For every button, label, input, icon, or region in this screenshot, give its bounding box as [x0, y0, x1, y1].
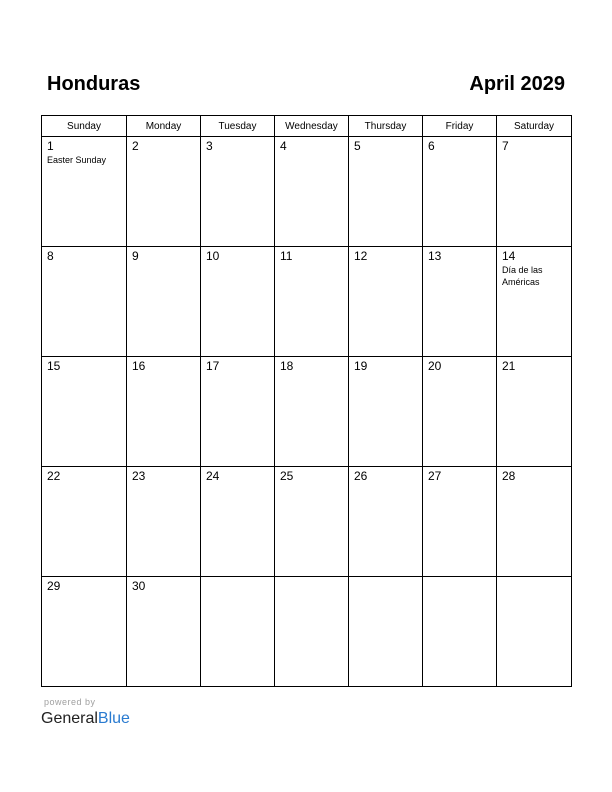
- day-number: 10: [206, 249, 220, 263]
- day-number: 21: [502, 359, 516, 373]
- empty-day-cell: [349, 577, 423, 687]
- day-number: 8: [47, 249, 54, 263]
- holiday-label: Easter Sunday: [47, 155, 107, 165]
- day-cell-5[interactable]: [349, 137, 423, 247]
- day-number: 20: [428, 359, 442, 373]
- generalblue-logo[interactable]: [41, 709, 130, 729]
- weekday-header-row: [42, 116, 572, 137]
- weekday-wednesday: Wednesday: [275, 116, 349, 137]
- day-cell-7[interactable]: [497, 137, 572, 247]
- day-number: 5: [354, 139, 361, 153]
- empty-day-cell: [423, 577, 497, 687]
- day-number: 23: [132, 469, 146, 483]
- weekday-tuesday: Tuesday: [201, 116, 275, 137]
- day-cell-13[interactable]: [423, 247, 497, 357]
- day-number: 28: [502, 469, 516, 483]
- day-number: 27: [428, 469, 442, 483]
- day-number: 16: [132, 359, 146, 373]
- month-title: April 2029: [469, 73, 565, 95]
- day-number: 18: [280, 359, 294, 373]
- day-cell-24[interactable]: [201, 467, 275, 577]
- empty-day-cell: [201, 577, 275, 687]
- day-number: 12: [354, 249, 368, 263]
- day-number: 6: [428, 139, 435, 153]
- day-cell-16[interactable]: [127, 357, 201, 467]
- day-number: 3: [206, 139, 213, 153]
- weekday-thursday: Thursday: [349, 116, 423, 137]
- day-cell-4[interactable]: [275, 137, 349, 247]
- day-cell-18[interactable]: [275, 357, 349, 467]
- brand-general-text: General: [41, 710, 98, 727]
- day-number: 11: [280, 249, 293, 263]
- day-cell-6[interactable]: [423, 137, 497, 247]
- day-number: 13: [428, 249, 442, 263]
- powered-by-text: powered by: [44, 697, 96, 707]
- day-number: 4: [280, 139, 287, 153]
- day-cell-26[interactable]: [349, 467, 423, 577]
- week-row: [42, 357, 572, 467]
- country-title: Honduras: [47, 73, 141, 95]
- day-cell-17[interactable]: [201, 357, 275, 467]
- day-cell-25[interactable]: [275, 467, 349, 577]
- day-number: 26: [354, 469, 368, 483]
- weekday-saturday: Saturday: [497, 116, 572, 137]
- empty-day-cell: [275, 577, 349, 687]
- day-number: 19: [354, 359, 368, 373]
- day-number: 1: [47, 139, 54, 153]
- day-cell-23[interactable]: [127, 467, 201, 577]
- day-cell-10[interactable]: [201, 247, 275, 357]
- day-cell-3[interactable]: [201, 137, 275, 247]
- holiday-label: Día de las Américas: [502, 265, 543, 287]
- week-row: [42, 577, 572, 687]
- week-row: [42, 247, 572, 357]
- day-cell-9[interactable]: [127, 247, 201, 357]
- day-cell-29[interactable]: [42, 577, 127, 687]
- day-cell-22[interactable]: [42, 467, 127, 577]
- day-cell-15[interactable]: [42, 357, 127, 467]
- day-number: 2: [132, 139, 139, 153]
- day-cell-30[interactable]: [127, 577, 201, 687]
- weekday-sunday: Sunday: [42, 116, 127, 137]
- day-cell-12[interactable]: [349, 247, 423, 357]
- day-cell-1[interactable]: [42, 137, 127, 247]
- day-number: 14: [502, 249, 516, 263]
- day-cell-19[interactable]: [349, 357, 423, 467]
- calendar-header: [41, 70, 571, 100]
- calendar-grid: [41, 115, 572, 687]
- empty-day-cell: [497, 577, 572, 687]
- day-number: 25: [280, 469, 294, 483]
- day-cell-14[interactable]: [497, 247, 572, 357]
- day-number: 9: [132, 249, 139, 263]
- day-cell-27[interactable]: [423, 467, 497, 577]
- weekday-monday: Monday: [127, 116, 201, 137]
- day-number: 15: [47, 359, 61, 373]
- day-number: 7: [502, 139, 509, 153]
- day-number: 29: [47, 579, 61, 593]
- weekday-friday: Friday: [423, 116, 497, 137]
- brand-blue-text: Blue: [97, 710, 130, 727]
- day-cell-28[interactable]: [497, 467, 572, 577]
- day-cell-2[interactable]: [127, 137, 201, 247]
- day-number: 22: [47, 469, 61, 483]
- day-cell-11[interactable]: [275, 247, 349, 357]
- day-number: 17: [206, 359, 220, 373]
- day-number: 24: [206, 469, 220, 483]
- week-row: [42, 137, 572, 247]
- footer: [41, 697, 130, 729]
- day-cell-8[interactable]: [42, 247, 127, 357]
- day-cell-20[interactable]: [423, 357, 497, 467]
- day-cell-21[interactable]: [497, 357, 572, 467]
- day-number: 30: [132, 579, 146, 593]
- week-row: [42, 467, 572, 577]
